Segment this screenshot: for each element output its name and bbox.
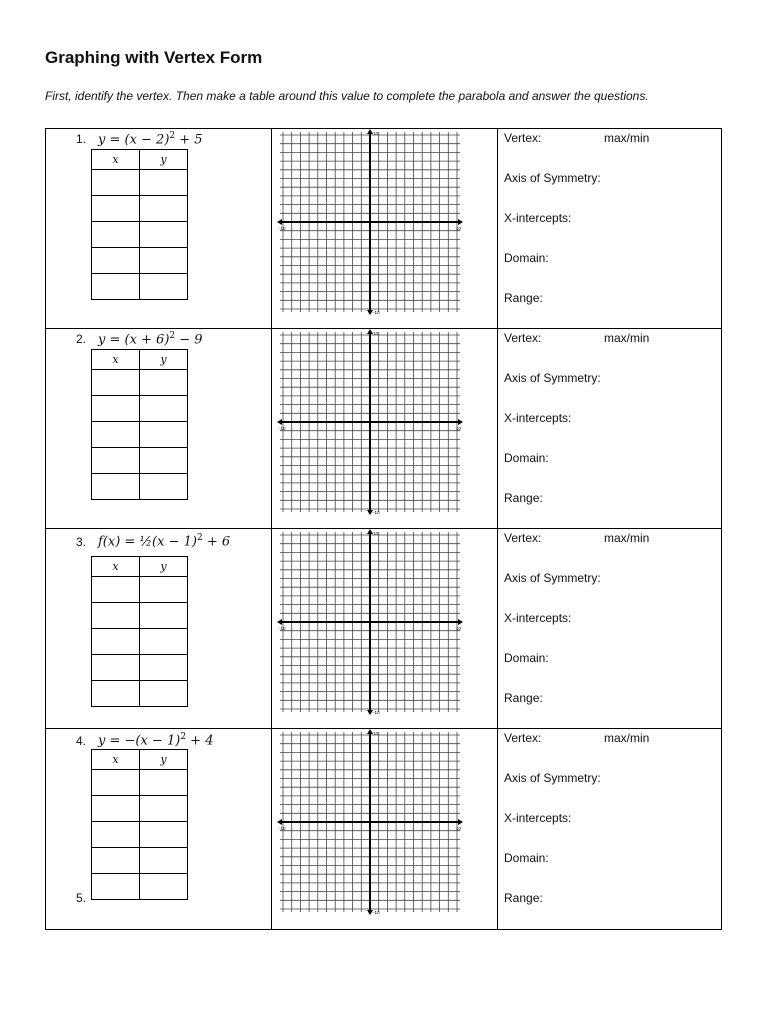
table-cell[interactable] bbox=[92, 822, 140, 848]
table-cell[interactable] bbox=[92, 848, 140, 874]
axis-of-symmetry-label: Axis of Symmetry: bbox=[504, 571, 601, 585]
y-axis-max-label: 10 bbox=[373, 331, 379, 336]
table-cell[interactable] bbox=[140, 474, 188, 500]
problem-number-extra: 5. bbox=[76, 891, 87, 905]
table-cell[interactable] bbox=[92, 248, 140, 274]
table-cell[interactable] bbox=[92, 170, 140, 196]
table-cell[interactable] bbox=[92, 796, 140, 822]
grid-svg bbox=[277, 729, 463, 915]
x-axis-min-label: -10 bbox=[279, 426, 286, 431]
range-label: Range: bbox=[504, 891, 543, 905]
column-divider bbox=[271, 129, 272, 328]
table-cell[interactable] bbox=[140, 577, 188, 603]
domain-label: Domain: bbox=[504, 451, 549, 465]
table-cell[interactable] bbox=[92, 577, 140, 603]
table-cell[interactable] bbox=[92, 681, 140, 707]
vertex-label: Vertex: bbox=[504, 731, 542, 745]
coordinate-grid[interactable] bbox=[277, 529, 463, 715]
axis-of-symmetry-label: Axis of Symmetry: bbox=[504, 771, 601, 785]
answer-panel bbox=[504, 129, 723, 328]
max-min-label: max/min bbox=[604, 531, 650, 545]
column-divider bbox=[497, 329, 498, 528]
y-column-header: y bbox=[140, 350, 188, 370]
table-cell[interactable] bbox=[140, 770, 188, 796]
table-cell[interactable] bbox=[92, 655, 140, 681]
x-column-header: x bbox=[92, 750, 140, 770]
y-axis-min-label: -10 bbox=[373, 310, 380, 315]
table-cell[interactable] bbox=[140, 196, 188, 222]
table-cell[interactable] bbox=[92, 874, 140, 900]
problems-table bbox=[45, 128, 722, 930]
y-axis-min-label: -10 bbox=[373, 510, 380, 515]
instructions-text: First, identify the vertex. Then make a table around this value to complete the parabola and answer the questions. bbox=[45, 89, 649, 103]
x-intercepts-label: X-intercepts: bbox=[504, 211, 572, 225]
xy-table bbox=[91, 556, 188, 707]
table-cell[interactable] bbox=[92, 422, 140, 448]
domain-label: Domain: bbox=[504, 851, 549, 865]
table-cell[interactable] bbox=[140, 170, 188, 196]
table-cell[interactable] bbox=[140, 222, 188, 248]
answer-panel bbox=[504, 529, 723, 728]
grid-svg bbox=[277, 129, 463, 315]
table-cell[interactable] bbox=[92, 274, 140, 300]
arrow-left-icon bbox=[277, 419, 282, 425]
y-axis-max-label: 10 bbox=[373, 531, 379, 536]
domain-label: Domain: bbox=[504, 651, 549, 665]
coordinate-grid[interactable] bbox=[277, 129, 463, 315]
table-cell[interactable] bbox=[92, 770, 140, 796]
y-axis-max-label: 10 bbox=[373, 131, 379, 136]
column-divider bbox=[271, 329, 272, 528]
table-cell[interactable] bbox=[140, 848, 188, 874]
column-divider bbox=[271, 529, 272, 728]
arrow-left-icon bbox=[277, 219, 282, 225]
table-cell[interactable] bbox=[140, 681, 188, 707]
x-axis-min-label: -10 bbox=[279, 226, 286, 231]
arrow-right-icon bbox=[458, 819, 463, 825]
vertex-label: Vertex: bbox=[504, 331, 542, 345]
vertex-label: Vertex: bbox=[504, 131, 542, 145]
column-divider bbox=[497, 529, 498, 728]
x-axis-min-label: -10 bbox=[279, 626, 286, 631]
table-cell[interactable] bbox=[140, 796, 188, 822]
arrow-right-icon bbox=[458, 619, 463, 625]
max-min-label: max/min bbox=[604, 331, 650, 345]
x-axis-max-label: 10 bbox=[455, 226, 461, 231]
problem-row-3 bbox=[46, 529, 721, 729]
grid-svg bbox=[277, 329, 463, 515]
table-cell[interactable] bbox=[140, 603, 188, 629]
coordinate-grid[interactable] bbox=[277, 729, 463, 915]
equation: $y = -(x - 1)^2 + 4$ bbox=[98, 732, 214, 749]
table-cell[interactable] bbox=[140, 422, 188, 448]
table-cell[interactable] bbox=[92, 396, 140, 422]
table-cell[interactable] bbox=[140, 396, 188, 422]
table-cell[interactable] bbox=[140, 655, 188, 681]
table-cell[interactable] bbox=[92, 474, 140, 500]
y-column-header: y bbox=[140, 750, 188, 770]
range-label: Range: bbox=[504, 491, 543, 505]
answer-panel bbox=[504, 329, 723, 528]
x-axis-max-label: 10 bbox=[455, 826, 461, 831]
y-axis-min-label: -10 bbox=[373, 910, 380, 915]
column-divider bbox=[497, 729, 498, 929]
table-cell[interactable] bbox=[140, 274, 188, 300]
y-axis-max-label: 10 bbox=[373, 731, 379, 736]
problem-number: 1. bbox=[76, 132, 87, 146]
problem-row-4 bbox=[46, 729, 721, 929]
equation: $y = (x - 2)^2 + 5$ bbox=[98, 131, 203, 148]
grid-svg bbox=[277, 529, 463, 715]
domain-label: Domain: bbox=[504, 251, 549, 265]
axis-of-symmetry-label: Axis of Symmetry: bbox=[504, 371, 601, 385]
page-title: Graphing with Vertex Form bbox=[45, 48, 263, 67]
y-axis-min-label: -10 bbox=[373, 710, 380, 715]
table-cell[interactable] bbox=[92, 222, 140, 248]
axis-of-symmetry-label: Axis of Symmetry: bbox=[504, 171, 601, 185]
arrow-right-icon bbox=[458, 419, 463, 425]
x-axis-max-label: 10 bbox=[455, 626, 461, 631]
table-cell[interactable] bbox=[140, 448, 188, 474]
table-cell[interactable] bbox=[92, 196, 140, 222]
table-cell[interactable] bbox=[92, 629, 140, 655]
problem-number: 3. bbox=[76, 535, 87, 549]
table-cell[interactable] bbox=[92, 448, 140, 474]
range-label: Range: bbox=[504, 291, 543, 305]
x-intercepts-label: X-intercepts: bbox=[504, 611, 572, 625]
table-cell[interactable] bbox=[140, 874, 188, 900]
table-cell[interactable] bbox=[140, 370, 188, 396]
table-cell[interactable] bbox=[140, 822, 188, 848]
problem-row-2 bbox=[46, 329, 721, 529]
x-intercepts-label: X-intercepts: bbox=[504, 811, 572, 825]
range-label: Range: bbox=[504, 691, 543, 705]
coordinate-grid[interactable] bbox=[277, 329, 463, 515]
max-min-label: max/min bbox=[604, 131, 650, 145]
arrow-left-icon bbox=[277, 619, 282, 625]
problem-number: 2. bbox=[76, 332, 87, 346]
answer-panel bbox=[504, 729, 723, 929]
x-intercepts-label: X-intercepts: bbox=[504, 411, 572, 425]
x-column-header: x bbox=[92, 150, 140, 170]
arrow-left-icon bbox=[277, 819, 282, 825]
problem-number: 4. bbox=[76, 734, 87, 748]
xy-table bbox=[91, 349, 188, 500]
max-min-label: max/min bbox=[604, 731, 650, 745]
vertex-label: Vertex: bbox=[504, 531, 542, 545]
equation: f(x) = ½(x − 1)$^2$ + 6 bbox=[98, 533, 231, 550]
x-column-header: x bbox=[92, 557, 140, 577]
problem-row-1 bbox=[46, 129, 721, 329]
column-divider bbox=[497, 129, 498, 328]
table-cell[interactable] bbox=[140, 629, 188, 655]
xy-table bbox=[91, 749, 188, 900]
x-column-header: x bbox=[92, 350, 140, 370]
x-axis-max-label: 10 bbox=[455, 426, 461, 431]
table-cell[interactable] bbox=[92, 370, 140, 396]
equation: $y = (x + 6)^2 - 9$ bbox=[98, 331, 203, 348]
table-cell[interactable] bbox=[140, 248, 188, 274]
y-column-header: y bbox=[140, 557, 188, 577]
xy-table bbox=[91, 149, 188, 300]
y-column-header: y bbox=[140, 150, 188, 170]
x-axis-min-label: -10 bbox=[279, 826, 286, 831]
arrow-right-icon bbox=[458, 219, 463, 225]
column-divider bbox=[271, 729, 272, 929]
table-cell[interactable] bbox=[92, 603, 140, 629]
